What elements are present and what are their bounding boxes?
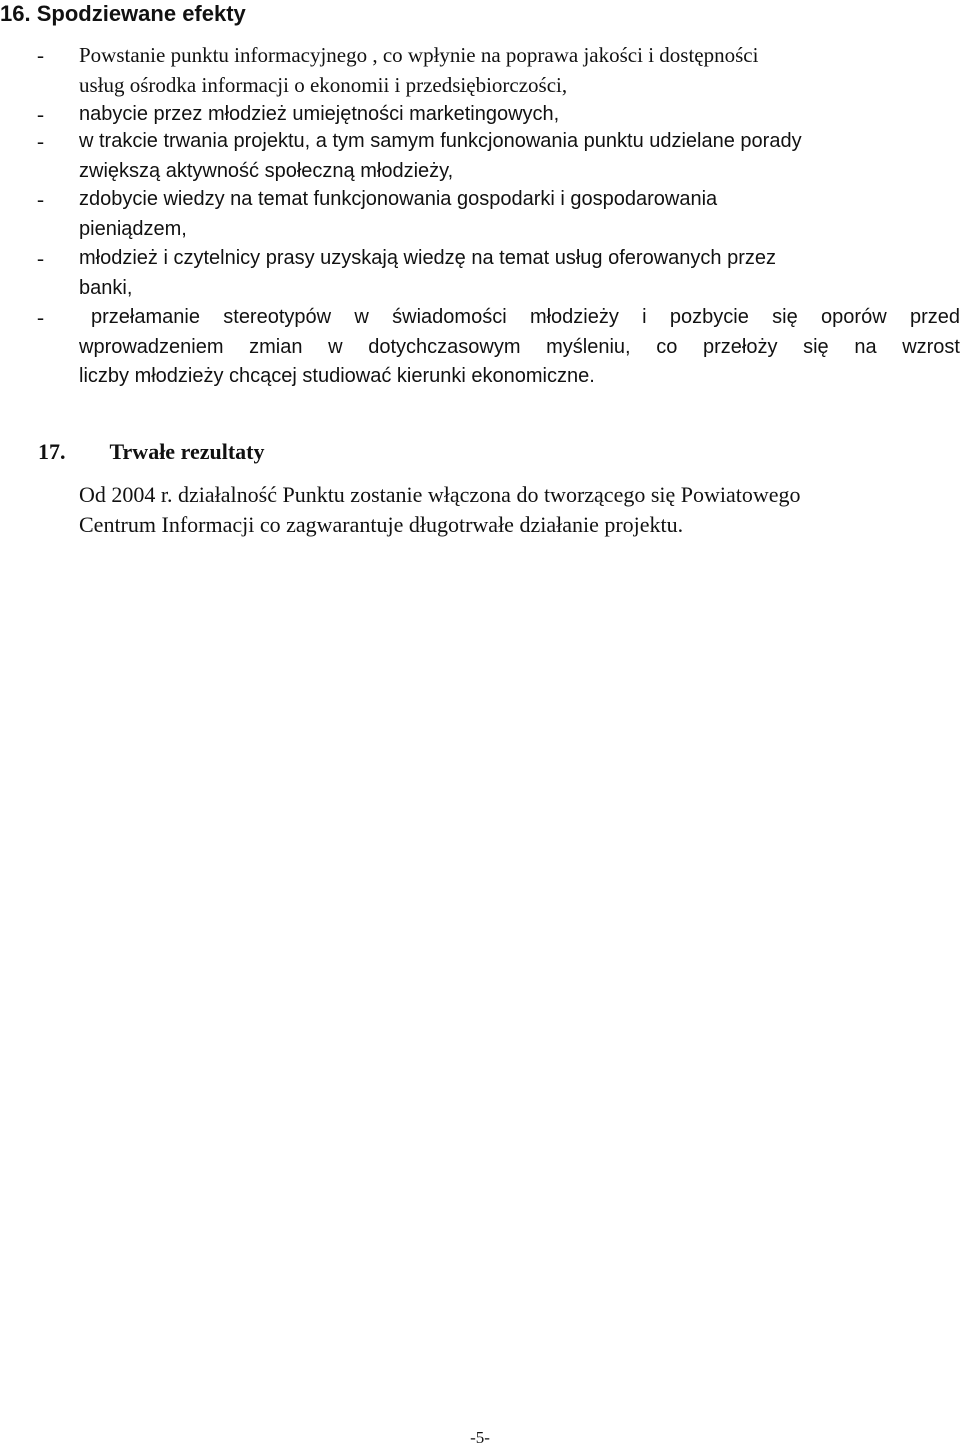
list-item-text — [79, 100, 960, 130]
section-17-heading — [38, 438, 264, 466]
list-item-text — [79, 303, 960, 392]
list-item-text — [79, 41, 960, 100]
list-item-text — [79, 244, 960, 303]
list-item-line: przełamanie stereotypów w świadomości młodzieży i pozbycie się oporów przed — [91, 306, 960, 328]
section-16-heading — [0, 0, 246, 28]
list-item-line: pieniądzem, — [79, 217, 187, 240]
section-16-number: 16. — [0, 1, 31, 26]
section-17-title: Trwałe rezultaty — [109, 439, 265, 464]
list-item-line: usług ośrodka informacji o ekonomii i przedsiębiorczości, — [79, 72, 568, 97]
page-number: -5- — [470, 1428, 490, 1447]
list-dash: - — [37, 129, 44, 153]
section-17-number: 17. — [38, 439, 66, 464]
list-item-line: młodzież i czytelnicy prasy uzyskają wiedzę na temat usług oferowanych przez — [79, 247, 776, 269]
paragraph-line: Od 2004 r. działalność Punktu zostanie włączona do tworzącego się Powiatowego — [79, 482, 801, 507]
list-item-line: zdobycie wiedzy na temat funkcjonowania gospodarki i gospodarowania — [79, 188, 718, 210]
list-item-line: nabycie przez młodzież umiejętności marketingowych, — [79, 103, 560, 125]
list-dash: - — [37, 246, 44, 270]
section-17-paragraph — [79, 480, 949, 540]
list-item-line: zwiększą aktywność społeczną młodzieży, — [79, 159, 454, 182]
list-item-line: Powstanie punktu informacyjnego , co wpłynie na poprawa jakości i dostępności — [79, 43, 759, 67]
paragraph-line: Centrum Informacji co zagwarantuje długotrwałe działanie projektu. — [79, 512, 684, 537]
list-item-line: banki, — [79, 276, 133, 299]
list-item-text — [79, 185, 960, 244]
list-dash: - — [37, 187, 44, 211]
list-item-line: w trakcie trwania projektu, a tym samym funkcjonowania punktu udzielane porady — [79, 130, 802, 152]
list-item-line: liczby młodzieży chcącej studiować kierunki ekonomiczne. — [79, 365, 595, 387]
list-item-line: wprowadzeniem zmian w dotychczasowym myśleniu, co przełoży się na wzrost — [79, 335, 960, 358]
section-16-title: Spodziewane efekty — [36, 1, 246, 26]
list-dash: - — [37, 43, 44, 67]
list-dash: - — [37, 305, 44, 329]
list-dash: - — [37, 102, 44, 126]
list-item-text — [79, 127, 960, 186]
